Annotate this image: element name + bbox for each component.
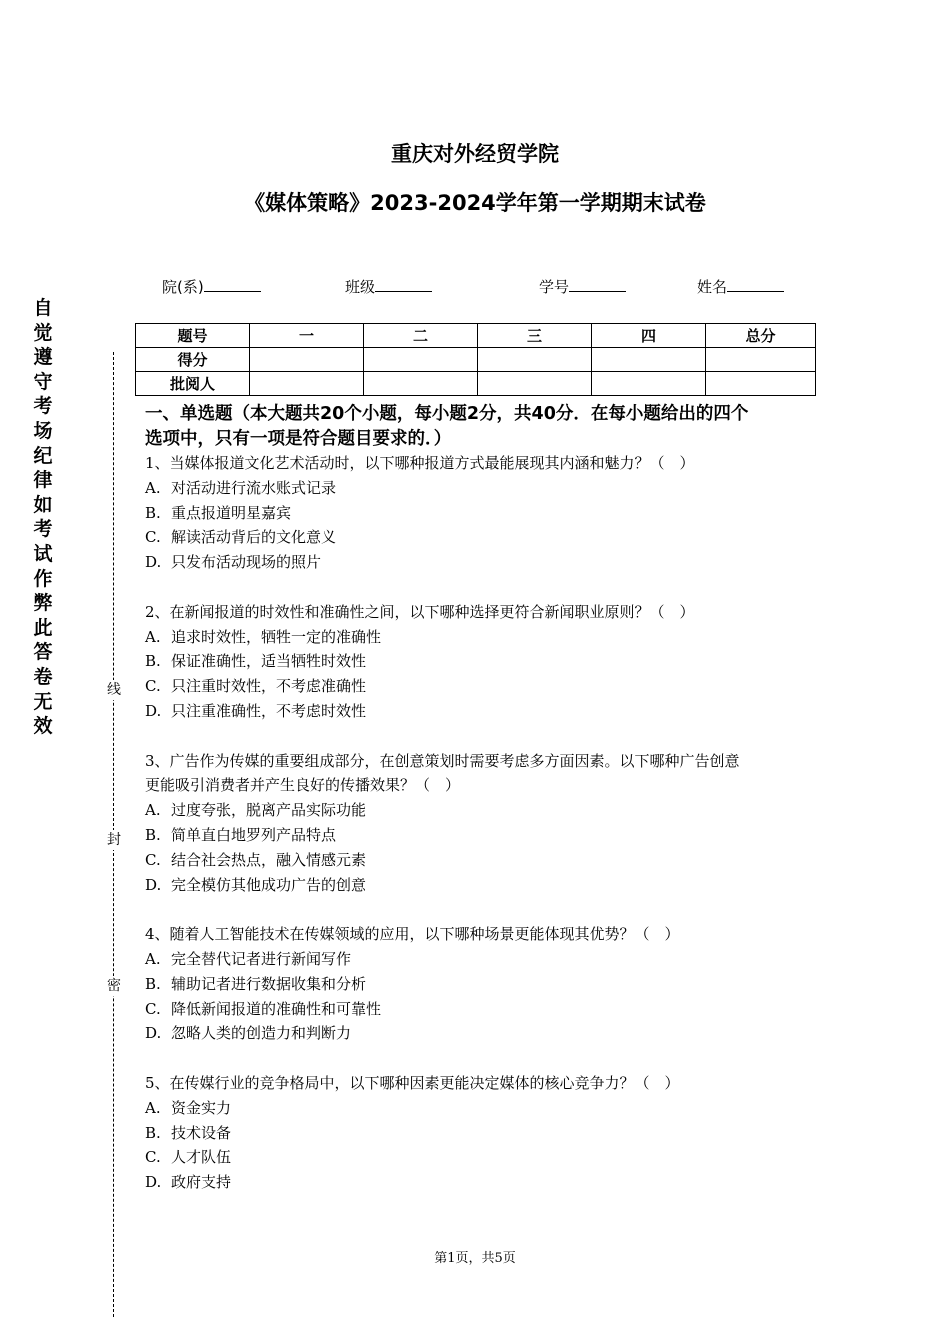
option-label: B. [145,1123,161,1142]
answer-option[interactable] [145,674,815,699]
answer-option[interactable] [145,476,815,501]
score-header-cell: 二 [364,324,478,348]
answer-option[interactable] [145,525,815,550]
option-label: A. [145,478,161,497]
score-header-cell: 三 [478,324,592,348]
student-id-field [539,276,626,297]
option-text: 人才队伍 [171,1148,232,1167]
class-field [345,276,432,297]
option-label: B. [145,974,161,993]
option-label: D. [145,875,162,894]
score-cell[interactable] [478,348,592,372]
cut-label-secret: 密 [104,976,124,996]
option-text: 过度夸张，脱离产品实际功能 [171,801,367,820]
option-text: 辅助记者进行数据收集和分析 [171,974,367,993]
answer-option[interactable] [145,972,815,997]
option-label: C. [145,999,161,1018]
question-5 [145,1071,815,1195]
option-text: 政府支持 [171,1173,232,1192]
answer-option[interactable] [145,823,815,848]
page-number: 第1页，共5页 [434,1251,516,1266]
option-label: D. [145,553,162,572]
option-label: D. [145,701,162,720]
question-stem: 3、广告作为传媒的重要组成部分，在创意策划时需要考虑多方面因素。以下哪种广告创意 [145,751,740,770]
grader-cell[interactable] [478,372,592,396]
option-label: A. [145,627,161,646]
name-blank[interactable] [727,277,784,292]
question-stem: 更能吸引消费者并产生良好的传播效果？（ ） [145,776,461,795]
option-text: 只注重准确性，不考虑时效性 [171,701,367,720]
question-1 [145,451,815,575]
option-text: 解读活动背后的文化意义 [171,528,337,547]
option-text: 重点报道明星嘉宾 [171,503,292,522]
exam-title: 《媒体策略》2023-2024学年第一学期期末试卷 [244,191,706,215]
section-heading-line: 一、单选题（本大题共20个小题，每小题2分，共40分．在每小题给出的四个 [145,404,749,424]
student-id-blank[interactable] [569,277,626,292]
option-label: A. [145,949,161,968]
option-text: 只注重时效性，不考虑准确性 [171,677,367,696]
question-stem: 1、当媒体报道文化艺术活动时，以下哪种报道方式最能展现其内涵和魅力？（ ） [145,454,695,472]
option-text: 追求时效性，牺牲一定的准确性 [171,627,382,646]
answer-option[interactable] [145,798,815,823]
section-heading-line: 选项中，只有一项是符合题目要求的．） [145,429,452,449]
department-label: 院(系) [162,278,204,296]
option-label: B. [145,503,161,522]
score-table-header-row [136,324,816,348]
grader-cell[interactable] [592,372,706,396]
grader-cell[interactable] [706,372,816,396]
option-text: 降低新闻报道的准确性和可靠性 [171,999,382,1018]
option-text: 忽略人类的创造力和判断力 [171,1024,352,1043]
grader-cell[interactable] [364,372,478,396]
answer-option[interactable] [145,1170,815,1195]
department-field [162,276,261,297]
option-text: 保证准确性，适当牺牲时效性 [171,652,367,671]
answer-option[interactable] [145,699,815,724]
score-header-cell: 四 [592,324,706,348]
option-label: C. [145,1148,161,1167]
answer-option[interactable] [145,1096,815,1121]
option-label: C. [145,850,161,869]
answer-option[interactable] [145,1021,815,1046]
score-header-cell: 题号 [136,324,250,348]
grader-row [136,372,816,396]
option-text: 结合社会热点，融入情感元素 [171,850,367,869]
option-text: 简单直白地罗列产品特点 [171,825,337,844]
option-label: A. [145,801,161,820]
score-cell[interactable] [250,348,364,372]
score-row-label: 得分 [136,348,250,372]
option-text: 技术设备 [171,1123,232,1142]
score-cell[interactable] [364,348,478,372]
option-label: C. [145,677,161,696]
answer-option[interactable] [145,997,815,1022]
student-id-label: 学号 [539,278,570,296]
answer-option[interactable] [145,649,815,674]
question-stem: 2、在新闻报道的时效性和准确性之间，以下哪种选择更符合新闻职业原则？（ ） [145,602,695,621]
option-text: 完全替代记者进行新闻写作 [171,949,352,968]
option-label: B. [145,825,161,844]
question-stem: 5、在传媒行业的竞争格局中，以下哪种因素更能决定媒体的核心竞争力？（ ） [145,1073,680,1092]
score-cell[interactable] [706,348,816,372]
option-text: 只发布活动现场的照片 [171,553,322,572]
option-label: B. [145,652,161,671]
answer-option[interactable] [145,1145,815,1170]
score-header-cell: 总分 [706,324,816,348]
score-header-cell: 一 [250,324,364,348]
section-heading [145,402,815,452]
answer-option[interactable] [145,1121,815,1146]
question-list [145,451,815,1220]
answer-option[interactable] [145,848,815,873]
cut-label-seal: 封 [104,830,124,850]
answer-option[interactable] [145,550,815,575]
cut-label-line: 线 [104,680,124,700]
class-blank[interactable] [375,277,432,292]
option-label: C. [145,528,161,547]
question-stem: 4、随着人工智能技术在传媒领域的应用，以下哪种场景更能体现其优势？（ ） [145,925,680,944]
grader-row-label: 批阅人 [136,372,250,396]
option-label: D. [145,1024,162,1043]
score-table [135,323,816,396]
option-label: A. [145,1098,161,1117]
class-label: 班级 [345,278,376,296]
answer-option[interactable] [145,947,815,972]
grader-cell[interactable] [250,372,364,396]
exam-discipline-notice: 自觉遵守考场纪律如考试作弊此答卷无效 [33,297,53,738]
option-label: D. [145,1173,162,1192]
name-field [697,276,784,297]
answer-option[interactable] [145,501,815,526]
question-2 [145,600,815,724]
department-blank[interactable] [204,277,261,292]
score-row [136,348,816,372]
answer-option[interactable] [145,873,815,898]
answer-option[interactable] [145,625,815,650]
school-name: 重庆对外经贸学院 [391,142,559,166]
question-4 [145,922,815,1046]
question-3 [145,749,815,898]
option-text: 资金实力 [171,1098,232,1117]
score-cell[interactable] [592,348,706,372]
option-text: 对活动进行流水账式记录 [171,478,337,497]
option-text: 完全模仿其他成功广告的创意 [171,875,367,894]
name-label: 姓名 [697,278,728,296]
